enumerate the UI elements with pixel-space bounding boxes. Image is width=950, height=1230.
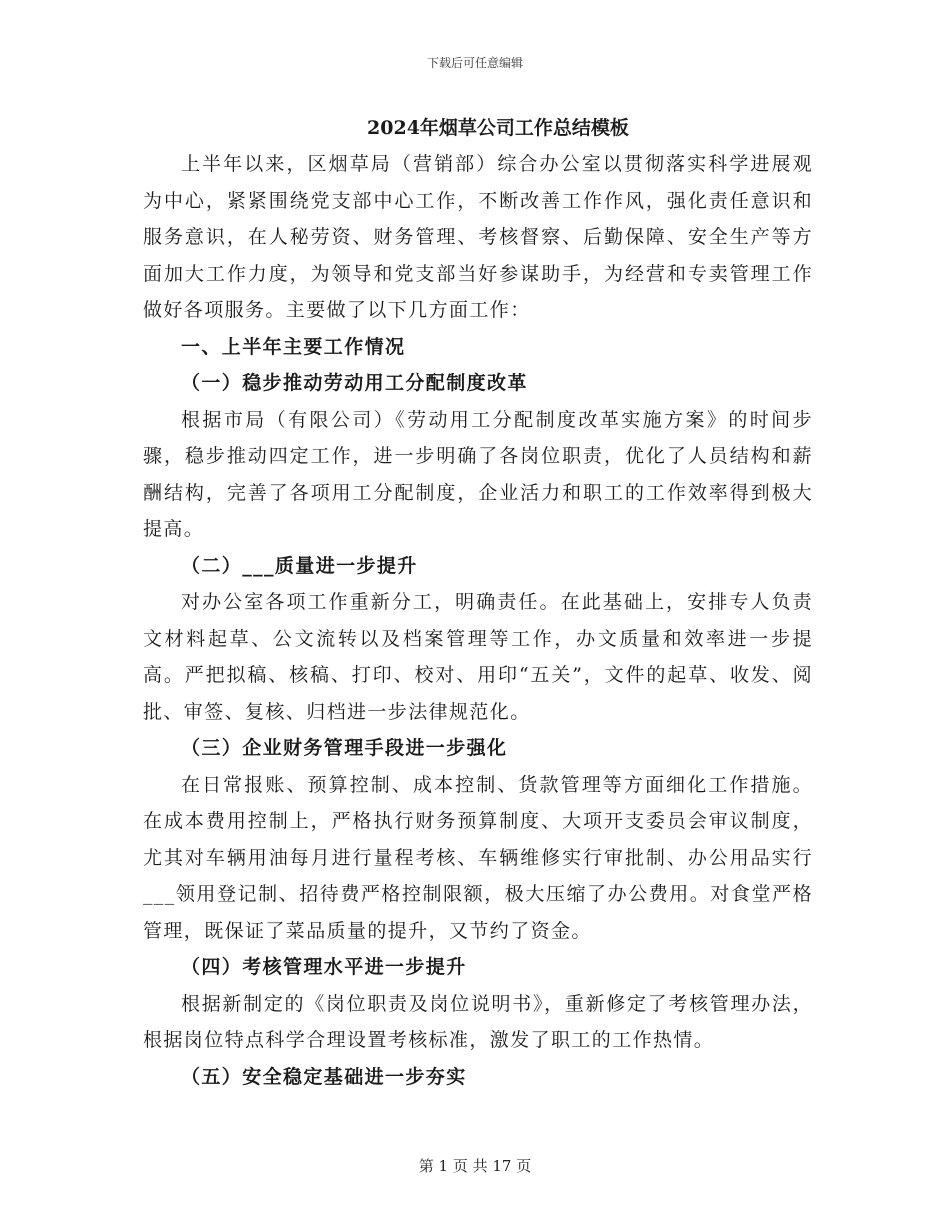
subsection-paragraph-1: 根据市局（有限公司）《劳动用工分配制度改革实施方案》的时间步骤，稳步推动四定工作，进一步明确了各岗位职责，优化了人员结构和薪酬结构，完善了各项用工分配制度，企业活力和职工的工作效率得到极大提高。	[143, 408, 813, 540]
intro-paragraph: 上半年以来，区烟草局（营销部）综合办公室以贯彻落实科学进展观为中心，紧紧围绕党支部中心工作，不断改善工作作风，强化责任意识和服务意识，在人秘劳资、财务管理、考核督察、后勤保障、安全生产等方面加大工作力度，为领导和党支部当好参谋助手，为经营和专卖管理工作做好各项服务。主要做了以下几方面工作：	[143, 153, 813, 321]
subsection-paragraph-3: 在日常报账、预算控制、成本控制、货款管理等方面细化工作措施。在成本费用控制上，严格执行财务预算制度、大项开支委员会审议制度，尤其对车辆用油每月进行量程考核、车辆维修实行审批制、办公用品实行___领用登记制、招待费严格控制限额，极大压缩了办公费用。对食堂严格管理，既保证了菜品质量的提升，又节约了资金。	[143, 773, 813, 942]
document-body	[143, 110, 813, 1095]
subsection-paragraph-2: 对办公室各项工作重新分工，明确责任。在此基础上，安排专人负责文材料起草、公文流转以及档案管理等工作，办文质量和效率进一步提高。严把拟稿、核稿、打印、校对、用印“五关”，文件的起草、收发、阅批、审签、复核、归档进一步法律规范化。	[143, 591, 813, 723]
subsection-heading-4: （四）考核管理水平进一步提升	[181, 956, 467, 978]
header-note: 下载后可任意编辑	[426, 56, 523, 70]
subsection-heading-2: （二）___质量进一步提升	[181, 554, 418, 577]
page-number-footer: 第 1 页 共 17 页	[418, 1157, 532, 1175]
section-heading-1: 一、上半年主要工作情况	[181, 335, 406, 358]
subsection-heading-3: （三）企业财务管理手段进一步强化	[181, 737, 508, 759]
subsection-heading-5: （五）安全稳定基础进一步夯实	[181, 1065, 467, 1088]
subsection-paragraph-4: 根据新制定的《岗位职责及岗位说明书》，重新修定了考核管理办法，根据岗位特点科学合理设置考核标准，激发了职工的工作热情。	[143, 992, 813, 1051]
subsection-heading-1: （一）稳步推动劳动用工分配制度改革	[181, 372, 528, 394]
document-title: 2024年烟草公司工作总结模板	[367, 117, 629, 139]
